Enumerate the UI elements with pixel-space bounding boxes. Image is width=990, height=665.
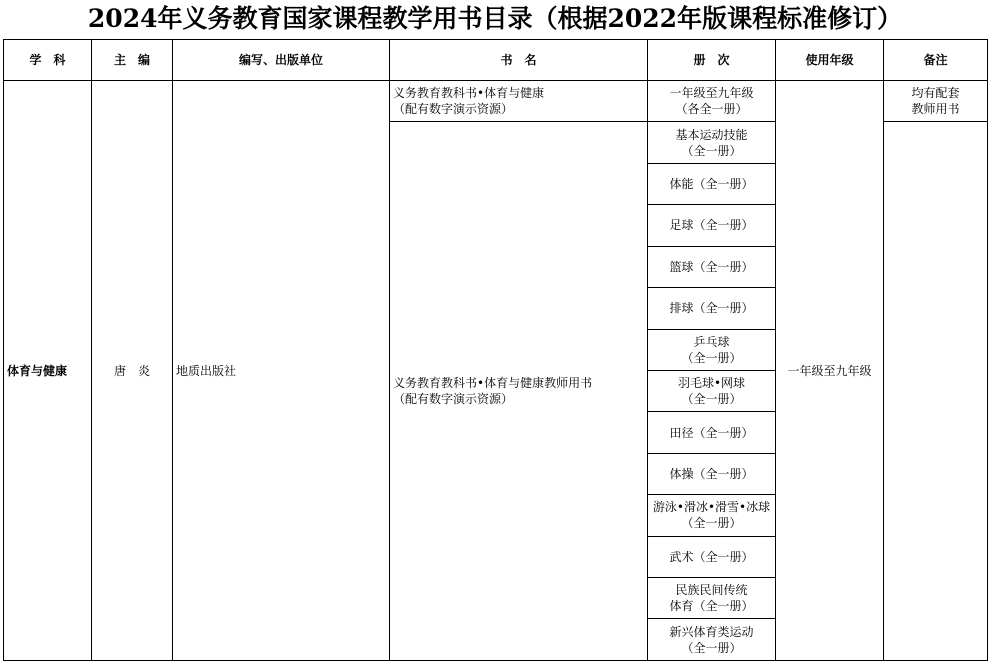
volume-cell: 田径（全一册） bbox=[648, 412, 776, 453]
volume-cell: 民族民间传统 体育（全一册） bbox=[648, 578, 776, 619]
textbook-catalog-table bbox=[3, 39, 988, 661]
header-publisher: 编写、出版单位 bbox=[173, 40, 390, 81]
volume-cell: 武术（全一册） bbox=[648, 536, 776, 577]
volume-cell: 乒乓球 （全一册） bbox=[648, 329, 776, 370]
volume-cell: 一年级至九年级 （各全一册） bbox=[648, 81, 776, 122]
volume-cell: 足球（全一册） bbox=[648, 205, 776, 246]
grade-cell: 一年级至九年级 bbox=[776, 81, 884, 661]
header-subject: 学 科 bbox=[4, 40, 92, 81]
publisher-cell: 地质出版社 bbox=[173, 81, 390, 661]
notes-cell-empty bbox=[884, 122, 988, 661]
volume-cell: 羽毛球•网球 （全一册） bbox=[648, 370, 776, 411]
header-volume: 册 次 bbox=[648, 40, 776, 81]
header-notes: 备注 bbox=[884, 40, 988, 81]
book-name-student: 义务教育教科书•体育与健康 （配有数字演示资源） bbox=[390, 81, 648, 122]
header-editor: 主 编 bbox=[92, 40, 173, 81]
volume-cell: 体能（全一册） bbox=[648, 163, 776, 204]
editor-cell: 唐 炎 bbox=[92, 81, 173, 661]
volume-cell: 基本运动技能 （全一册） bbox=[648, 122, 776, 163]
volume-cell: 排球（全一册） bbox=[648, 288, 776, 329]
page-title: 2024年义务教育国家课程教学用书目录（根据2022年版课程标准修订） bbox=[87, 4, 903, 33]
header-row bbox=[4, 40, 988, 81]
table-row bbox=[4, 81, 988, 122]
volume-cell: 游泳•滑冰•滑雪•冰球（全一册） bbox=[648, 495, 776, 536]
subject-cell: 体育与健康 bbox=[4, 81, 92, 661]
header-book-name: 书 名 bbox=[390, 40, 648, 81]
book-name-teacher: 义务教育教科书•体育与健康教师用书 （配有数字演示资源） bbox=[390, 122, 648, 661]
header-grade: 使用年级 bbox=[776, 40, 884, 81]
volume-cell: 篮球（全一册） bbox=[648, 246, 776, 287]
volume-cell: 体操（全一册） bbox=[648, 453, 776, 494]
volume-cell: 新兴体育类运动 （全一册） bbox=[648, 619, 776, 661]
notes-cell: 均有配套 教师用书 bbox=[884, 81, 988, 122]
